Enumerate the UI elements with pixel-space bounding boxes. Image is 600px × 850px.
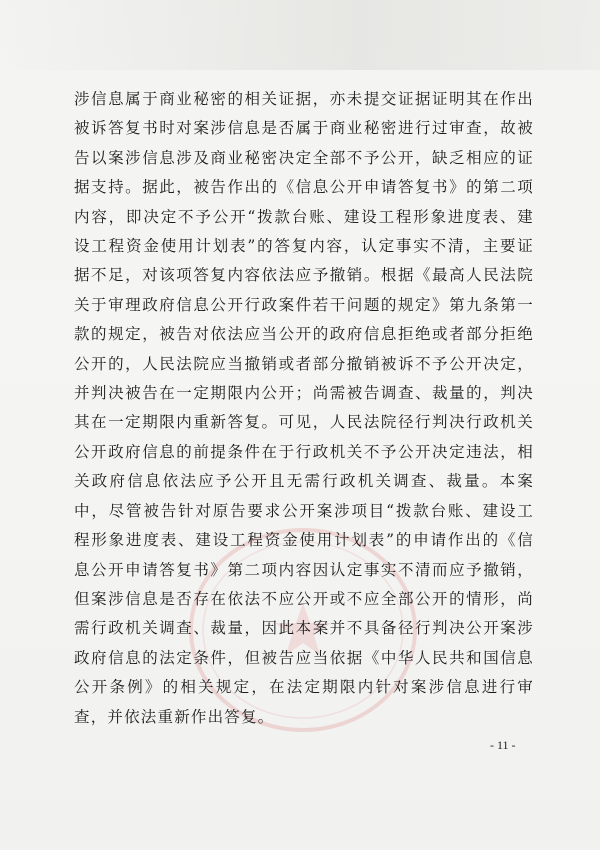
judgment-body-text: 涉信息属于商业秘密的相关证据，亦未提交证据证明其在作出被诉答复书时对案涉信息是否属于商业秘密进行过审查，故被告以案涉信息涉及商业秘密决定全部不予公开，缺乏相应的证据支持。据此，被告作出的《信息公开申请答复书》的第二项内容，即决定不予公开“拨款台账、建设工程形象进度表、建设工程资金使用计划表”的答复内容，认定事实不清，主要证据不足，对该项答复内容依法应予撤销。根据《最高人民法院关于审理政府信息公开行政案件若干问题的规定》第九条第一款的规定，被告对依法应当公开的政府信息拒绝或者部分拒绝公开的，人民法院应当撤销或者部分撤销被诉不予公开决定，并判决被告在一定期限内公开；尚需被告调查、裁量的，判决其在一定期限内重新答复。可见，人民法院径行判决行政机关公开政府信息的前提条件在于行政机关不予公开决定违法，相关政府信息依法应予公开且无需行政机关调查、裁量。本案中，尽管被告针对原告要求公开案涉项目“拨款台账、建设工程形象进度表、建设工程资金使用计划表”的申请作出的《信息公开申请答复书》第二项内容因认定事实不清而应予撤销，但案涉信息是否存在依法不应公开或不应全部公开的情形，尚需行政机关调查、裁量，因此本案并不具备径行判决公开案涉政府信息的法定条件，但被告应当依据《中华人民共和国信息公开条例》的相关规定，在法定期限内针对案涉信息进行审查，并依法重新作出答复。: [74, 90, 534, 726]
page-number: - 11 -: [490, 738, 516, 752]
scan-bleed-through: [0, 0, 600, 70]
